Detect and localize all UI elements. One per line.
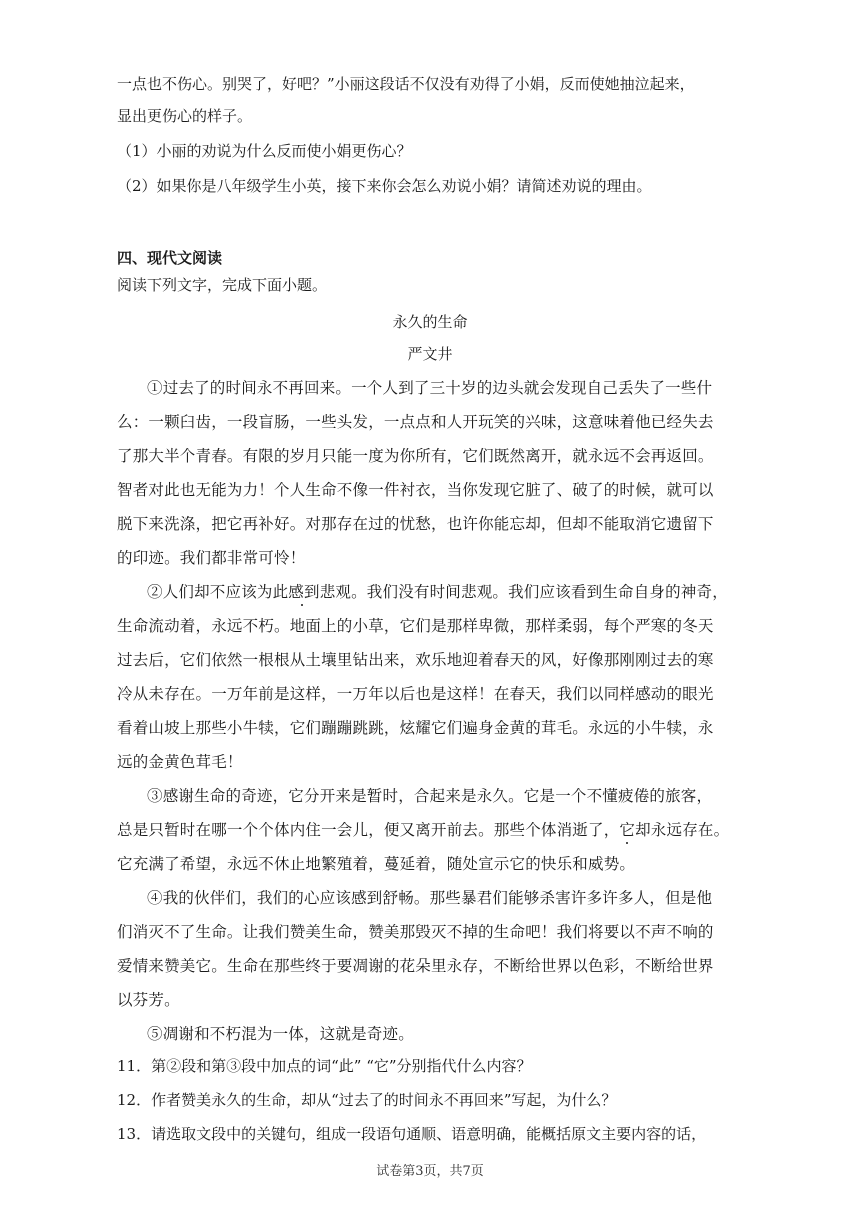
passage-line: 的印迹。我们都非常可怜！ [117, 549, 306, 567]
text-line: 显出更伤心的样子。 [117, 107, 253, 125]
passage-line: 么：一颗臼齿，一段盲肠，一些头发，一点点和人开玩笑的兴味，这意味着他已经失去 [117, 413, 714, 431]
passage-line: 过去后，它们依然一根根从土壤里钻出来，欢乐地迎着春天的风，好像那刚刚过去的寒 [117, 651, 714, 669]
page-footer: 试卷第3页，共7页 [376, 1164, 484, 1179]
passage-line: 了那大半个青春。有限的岁月只能一度为你所有，它们既然离开，就永远不会再返回。 [117, 447, 714, 465]
passage-line: 远的金黄色茸毛！ [117, 753, 243, 771]
passage-line: 它充满了希望，永远不休止地繁殖着，蔓延着，随处宣示它的快乐和威势。 [117, 855, 636, 873]
passage-line: 总是只暂时在哪一个个体内住一会儿，便又离开前去。那些个体消逝了，它却永远存在。 [117, 821, 730, 839]
question-12: 12．作者赞美永久的生命，却从“过去了的时间永不再回来”写起，为什么？ [117, 1091, 617, 1109]
article-author: 严文井 [407, 345, 453, 363]
question-11: 11．第②段和第③段中加点的词“此” “它”分别指代什么内容？ [117, 1057, 532, 1075]
text-line: 一点也不伤心。别哭了，好吧？”小丽这段话不仅没有劝得了小娟，反而使她抽泣起来， [117, 75, 695, 93]
passage-line: 们消灭不了生命。让我们赞美生命，赞美那毁灭不掉的生命吧！我们将要以不声不响的 [117, 923, 714, 941]
question-item: （2）如果你是八年级学生小英，接下来你会怎么劝说小娟？请简述劝说的理由。 [117, 177, 652, 195]
passage-line: 脱下来洗涤，把它再补好。对那存在过的忧愁，也许你能忘却，但却不能取消它遗留下 [117, 515, 714, 533]
passage-line: 智者对此也无能为力！个人生命不像一件衬衣，当你发现它脏了、破了的时候，就可以 [117, 481, 714, 499]
section-heading: 四、现代文阅读 [117, 249, 223, 267]
passage-line: 生命流动着，永远不朽。地面上的小草，它们是那样卑微，那样柔弱，每个严寒的冬天 [117, 617, 714, 635]
question-item: （1）小丽的劝说为什么反而使小娟更伤心？ [117, 142, 412, 160]
passage-line: ③感谢生命的奇迹，它分开来是暂时，合起来是永久。它是一个不懂疲倦的旅客， [147, 787, 713, 805]
emphasis-dot [301, 604, 303, 606]
passage-line: ①过去了的时间永不再回来。一个人到了三十岁的边头就会发现自己丢失了一些什 [147, 379, 713, 397]
passage-line: 看着山坡上那些小牛犊，它们蹦蹦跳跳，炫耀它们遍身金黄的茸毛。永远的小牛犊，永 [117, 719, 714, 737]
passage-line: 以芬芳。 [117, 991, 180, 1009]
passage-line: 爱情来赞美它。生命在那些终于要凋谢的花朵里永存，不断给世界以色彩，不断给世界 [117, 957, 714, 975]
section-instruction: 阅读下列文字，完成下面小题。 [117, 276, 328, 294]
passage-line: ④我的伙伴们，我们的心应该感到舒畅。那些暴君们能够杀害许多许多人，但是他 [147, 889, 713, 907]
passage-line: ②人们却不应该为此感到悲观。我们没有时间悲观。我们应该看到生命自身的神奇， [147, 583, 728, 601]
passage-line: ⑤凋谢和不朽混为一体，这就是奇迹。 [147, 1025, 414, 1043]
question-13: 13．请选取文段中的关键句，组成一段语句通顺、语意明确，能概括原文主要内容的话， [117, 1125, 707, 1143]
passage-line: 冷从未存在。一万年前是这样，一万年以后也是这样！在春天，我们以同样感动的眼光 [117, 685, 714, 703]
emphasis-dot [626, 842, 628, 844]
article-title: 永久的生命 [392, 313, 468, 331]
